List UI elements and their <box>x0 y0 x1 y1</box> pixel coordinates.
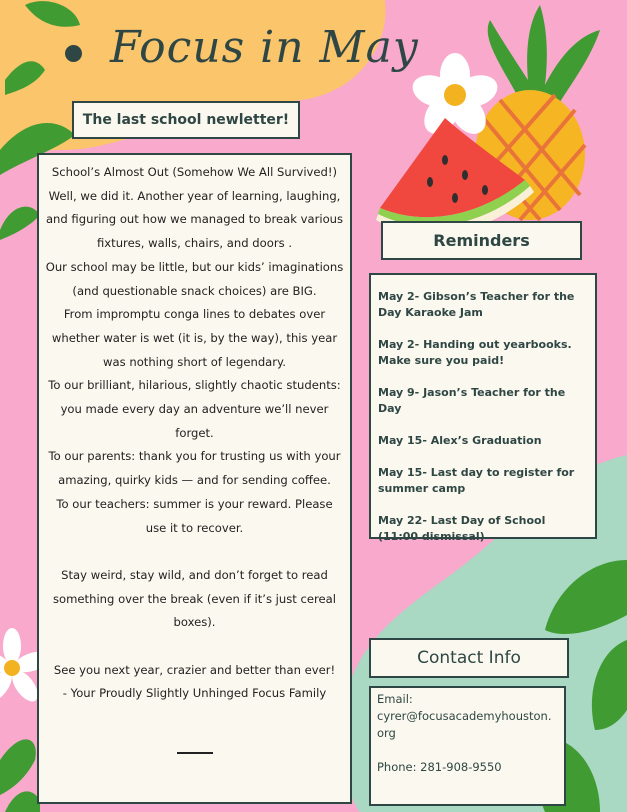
leaf-bottom-left-icon <box>0 739 40 812</box>
letter-paragraph: See you next year, crazier and better than ever! <box>53 662 336 677</box>
letter-paragraph: Our school may be little, but our kids’ imaginations (and questionable snack choices) are BIG. <box>45 259 344 298</box>
letter-paragraph: School’s Almost Out (Somehow We All Survived!) <box>51 165 338 179</box>
contact-heading: Contact Info <box>369 638 569 678</box>
newsletter-subtitle: The last school newletter! <box>72 101 300 139</box>
reminders-heading: Reminders <box>381 221 582 260</box>
letter-signature: - Your Proudly Slightly Unhinged Focus Family <box>62 686 327 701</box>
letter-paragraph: Well, we did it. Another year of learning, laughing, and figuring out how we managed to break various fixtures, walls, chairs, and doors . <box>45 188 344 251</box>
reminder-item: May 15- Alex’s Graduation <box>378 434 542 447</box>
reminder-item: May 9- Jason’s Teacher for the Day <box>378 386 566 415</box>
letter-paragraph: From impromptu conga lines to debates over whether water is wet (it is, by the way), this year was nothing short of legendary. <box>51 307 338 369</box>
letter-paragraph: Stay weird, stay wild, and don’t forget to read something over the break (even if it’s just cereal boxes). <box>53 567 336 630</box>
email-link[interactable]: cyrer@focusacademyhouston.org <box>377 709 552 740</box>
letter-paragraph: To our teachers: summer is your reward. Please use it to recover. <box>56 496 333 535</box>
newsletter-title: Focus in May <box>110 22 419 73</box>
email-label: Email: <box>377 692 413 706</box>
reminder-item: May 2- Handing out yearbooks. Make sure you paid! <box>378 338 572 367</box>
reminder-item: May 15- Last day to register for summer camp <box>378 466 575 495</box>
letter-panel <box>37 153 352 804</box>
phone-number: Phone: 281-908-9550 <box>377 760 502 774</box>
reminder-item: May 2- Gibson’s Teacher for the Day Karaoke Jam <box>378 290 575 319</box>
title-bullet-icon <box>65 45 82 62</box>
letter-paragraph: To our brilliant, hilarious, slightly chaotic students: you made every day an adventure we’ll never forget. <box>48 378 341 440</box>
reminders-list <box>369 273 597 543</box>
letter-paragraph: To our parents: thank you for trusting us with your amazing, quirky kids — and for sending coffee. <box>48 449 341 488</box>
reminder-item: May 22- Last Day of School (11:00 dismissal) <box>378 514 546 543</box>
signature-line <box>177 752 213 754</box>
contact-panel <box>369 686 566 806</box>
